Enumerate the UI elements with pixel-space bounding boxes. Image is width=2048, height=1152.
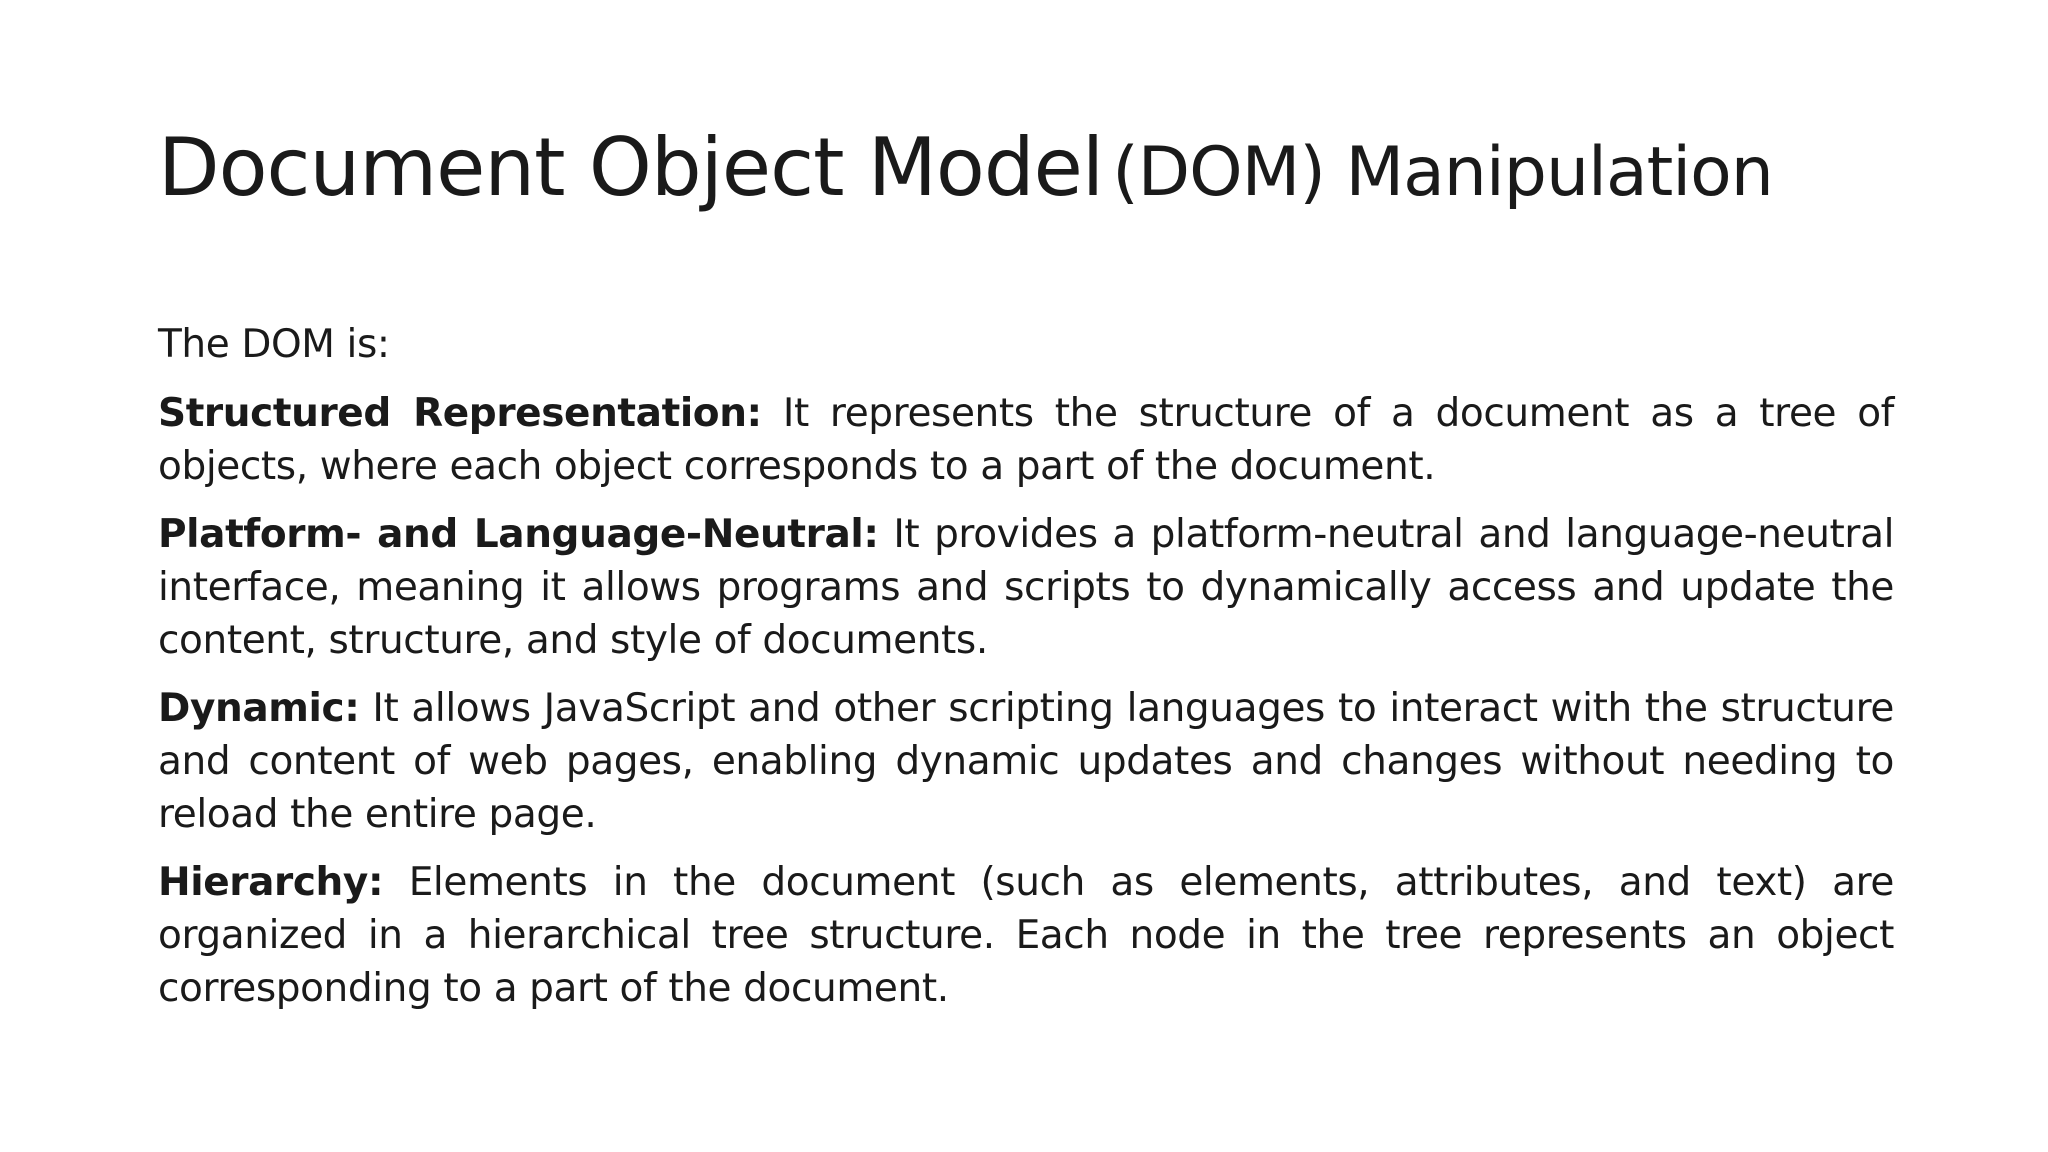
slide-title	[158, 121, 1918, 214]
point-structured-representation	[158, 387, 1894, 493]
point-text: Elements in the document (such as elements, attributes, and text) are organized in a hierarchical tree structure. Each node in the tree represents an object corresponding to a part of the document.	[158, 860, 1895, 1011]
point-text: It provides a platform-neutral and language-neutral interface, meaning it allows programs and scripts to dynamically access and update the content, structure, and style of documents.	[158, 512, 1895, 663]
point-term: Hierarchy:	[158, 860, 384, 905]
intro-text: The DOM is:	[158, 322, 390, 367]
point-term: Structured Representation:	[158, 391, 762, 436]
slide-title-sub: (DOM) Manipulation	[1112, 133, 1773, 212]
point-text: It allows JavaScript and other scripting languages to interact with the structure and content of web pages, enabling dynamic updates and changes without needing to reload the entire page.	[158, 686, 1894, 837]
point-platform-language-neutral	[158, 508, 1894, 667]
point-term: Dynamic:	[158, 686, 360, 731]
slide-body	[158, 318, 1894, 1030]
point-hierarchy	[158, 856, 1894, 1015]
point-term: Platform- and Language-Neutral:	[158, 512, 879, 557]
slide-title-main: Document Object Model	[158, 121, 1104, 214]
point-dynamic	[158, 682, 1894, 841]
point-text: It represents the structure of a document as a tree of objects, where each object corresponds to a part of the document.	[158, 391, 1895, 489]
